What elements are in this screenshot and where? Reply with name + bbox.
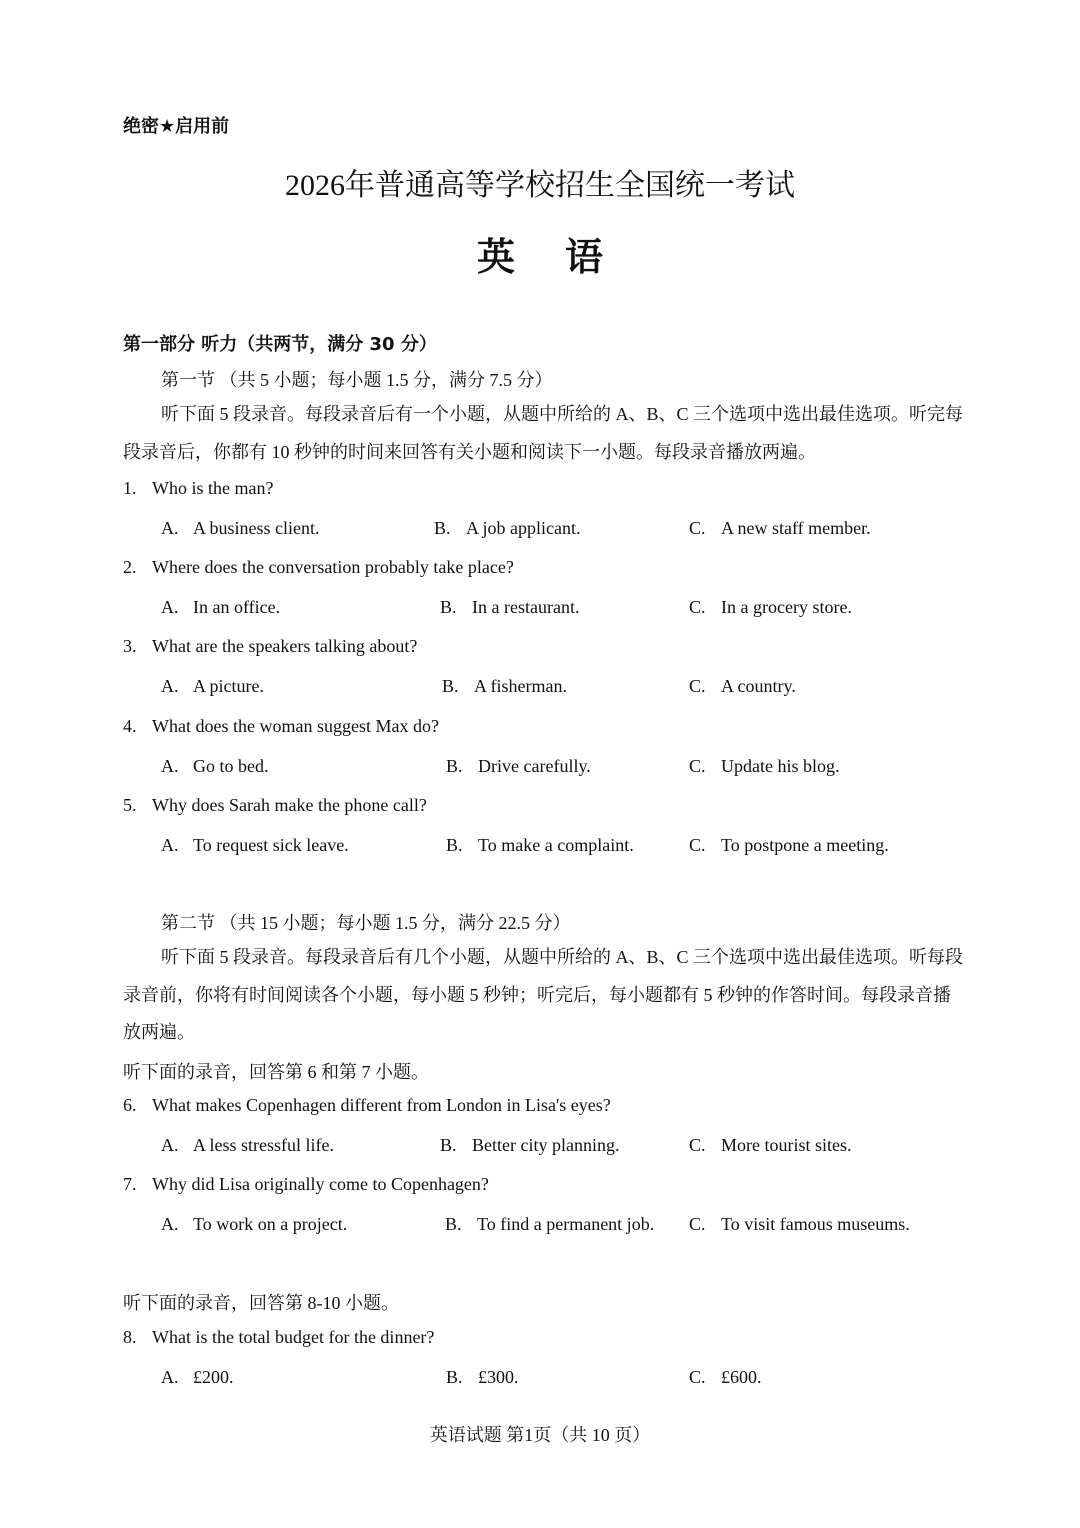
option-c <box>689 835 889 856</box>
section1-heading: 第一节 （共 5 小题；每小题 1.5 分，满分 7.5 分） <box>161 370 553 390</box>
option-letter: C. <box>689 676 706 696</box>
option-b <box>434 518 580 539</box>
option-text: A business client. <box>193 518 320 538</box>
confidential-mark: 绝密★启用前 <box>123 116 230 137</box>
question-text: What does the woman suggest Max do? <box>152 716 439 736</box>
option-letter: A. <box>161 597 179 617</box>
option-letter: C. <box>689 835 706 855</box>
option-letter: B. <box>446 1367 463 1387</box>
question-number: 1. <box>123 478 137 498</box>
option-c <box>689 1367 762 1388</box>
option-text: In a restaurant. <box>472 597 580 617</box>
option-b <box>440 597 579 618</box>
option-b <box>442 676 567 697</box>
option-letter: C. <box>689 1367 706 1387</box>
question-number: 7. <box>123 1174 137 1194</box>
question-number: 4. <box>123 716 137 736</box>
option-a <box>161 1135 334 1156</box>
option-text: £200. <box>193 1367 234 1387</box>
page-footer: 英语试题 第1页（共 10 页） <box>429 1425 651 1445</box>
option-a <box>161 676 264 697</box>
exam-title: 2026年普通高等学校招生全国统一考试 <box>285 169 795 202</box>
part1-heading: 第一部分 听力（共两节，满分 30 分） <box>123 334 437 355</box>
option-letter: C. <box>689 597 706 617</box>
option-letter: A. <box>161 1214 179 1234</box>
option-c <box>689 756 840 777</box>
option-c <box>689 676 796 697</box>
option-letter: B. <box>442 676 459 696</box>
group2-intro: 听下面的录音，回答第 8-10 小题。 <box>123 1293 399 1313</box>
option-text: Go to bed. <box>193 756 269 776</box>
option-text: A country. <box>721 676 796 696</box>
option-letter: A. <box>161 835 179 855</box>
option-text: To postpone a meeting. <box>721 835 889 855</box>
question-number: 2. <box>123 557 137 577</box>
option-letter: C. <box>689 1214 706 1234</box>
option-letter: C. <box>689 518 706 538</box>
option-text: Drive carefully. <box>478 756 591 776</box>
option-text: £300. <box>478 1367 519 1387</box>
question-number: 8. <box>123 1327 137 1347</box>
option-b <box>446 835 634 856</box>
option-text: A new staff member. <box>721 518 871 538</box>
option-letter: B. <box>440 597 457 617</box>
option-letter: C. <box>689 1135 706 1155</box>
option-text: To work on a project. <box>193 1214 348 1234</box>
question-text: What makes Copenhagen different from London in Lisa's eyes? <box>152 1095 611 1115</box>
option-b <box>445 1214 654 1235</box>
option-letter: C. <box>689 756 706 776</box>
option-text: A less stressful life. <box>193 1135 334 1155</box>
option-a <box>161 835 349 856</box>
question-number: 3. <box>123 636 137 656</box>
question-text: What is the total budget for the dinner? <box>152 1327 435 1347</box>
option-a <box>161 518 320 539</box>
option-text: To make a complaint. <box>478 835 634 855</box>
option-letter: A. <box>161 1135 179 1155</box>
option-b <box>440 1135 619 1156</box>
option-text: A job applicant. <box>466 518 581 538</box>
option-text: To find a permanent job. <box>477 1214 655 1234</box>
option-letter: A. <box>161 1367 179 1387</box>
subject-title: 英语 <box>476 235 653 279</box>
option-c <box>689 597 852 618</box>
question-text: Where does the conversation probably take place? <box>152 557 514 577</box>
option-text: A fisherman. <box>474 676 567 696</box>
option-letter: B. <box>446 835 463 855</box>
option-text: To visit famous museums. <box>721 1214 910 1234</box>
section1-instructions: 听下面 5 段录音。每段录音后有一个小题，从题中所给的 A、B、C 三个选项中选出最佳选项。听完每段录音后，你都有 10 秒钟的时间来回答有关小题和阅读下一小题。每段录音播放两遍。 <box>123 404 964 462</box>
option-letter: B. <box>446 756 463 776</box>
question-text: Who is the man? <box>152 478 274 498</box>
option-c <box>689 1214 910 1235</box>
option-text: A picture. <box>193 676 264 696</box>
option-a <box>161 1214 347 1235</box>
option-text: In an office. <box>193 597 281 617</box>
option-letter: A. <box>161 756 179 776</box>
option-letter: B. <box>440 1135 457 1155</box>
section2-heading: 第二节 （共 15 小题；每小题 1.5 分，满分 22.5 分） <box>161 913 571 933</box>
option-letter: A. <box>161 518 179 538</box>
option-text: £600. <box>721 1367 762 1387</box>
option-letter: A. <box>161 676 179 696</box>
question-number: 6. <box>123 1095 137 1115</box>
option-c <box>689 1135 852 1156</box>
option-b <box>446 756 591 777</box>
option-letter: B. <box>445 1214 462 1234</box>
question-text: What are the speakers talking about? <box>152 636 418 656</box>
question-number: 5. <box>123 795 137 815</box>
option-c <box>689 518 871 539</box>
option-text: Update his blog. <box>721 756 840 776</box>
section2-instructions: 听下面 5 段录音。每段录音后有几个小题，从题中所给的 A、B、C 三个选项中选出最佳选项。听每段录音前，你将有时间阅读各个小题，每小题 5 秒钟；听完后，每小题都有 5 秒钟的作答时间。每段录音播放两遍。 <box>123 947 964 1042</box>
option-text: More tourist sites. <box>721 1135 852 1155</box>
option-a <box>161 756 269 777</box>
option-a <box>161 597 280 618</box>
option-letter: B. <box>434 518 451 538</box>
question-text: Why does Sarah make the phone call? <box>152 795 427 815</box>
option-text: Better city planning. <box>472 1135 620 1155</box>
option-a <box>161 1367 234 1388</box>
option-text: To request sick leave. <box>193 835 349 855</box>
option-b <box>446 1367 519 1388</box>
option-text: In a grocery store. <box>721 597 852 617</box>
question-text: Why did Lisa originally come to Copenhagen? <box>152 1174 489 1194</box>
group1-intro: 听下面的录音，回答第 6 和第 7 小题。 <box>123 1062 429 1082</box>
